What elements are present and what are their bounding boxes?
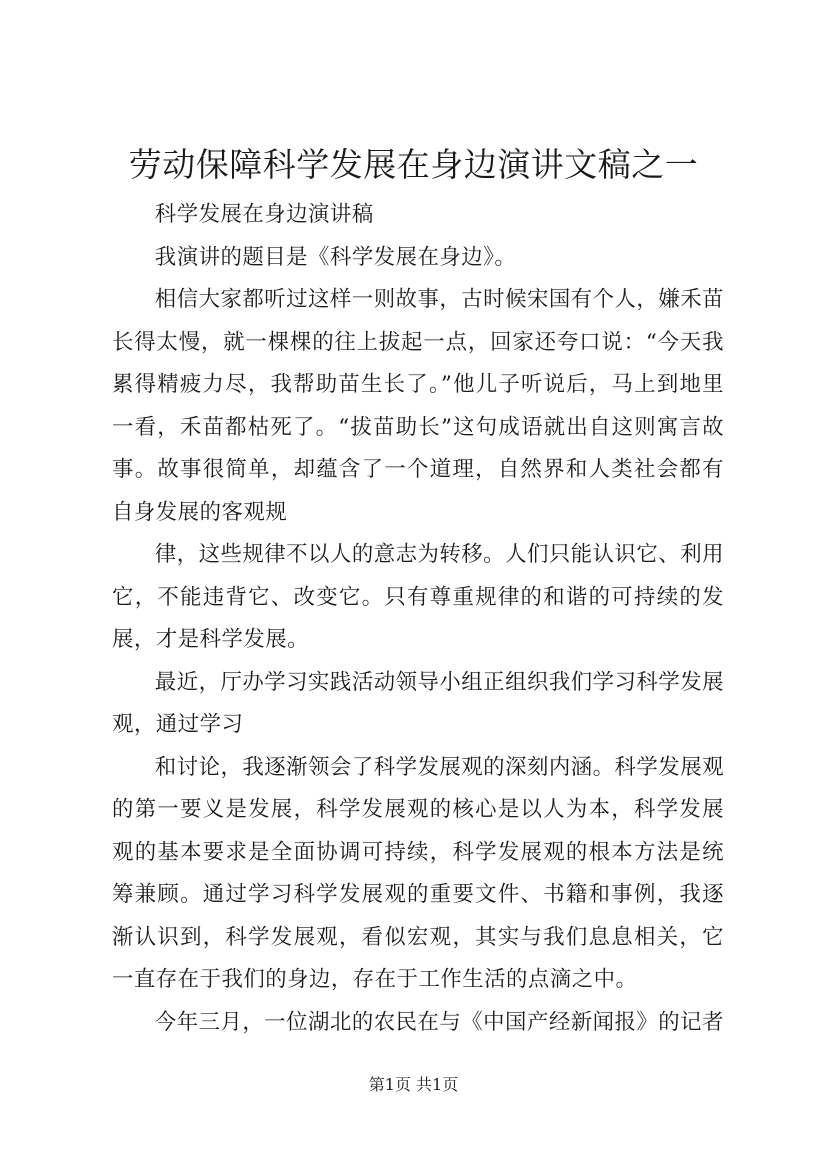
paragraph-discussion: 和讨论，我逐渐领会了科学发展观的深刻内涵。科学发展观的第一要义是发展，科学发展观的核心是以人为本，科学发展观的基本要求是全面协调可持续，科学发展观的根本方法是统筹兼顾。通过学习科学发展观的重要文件、书籍和事例，我逐渐认识到，科学发展观，看似宏观，其实与我们息息相关，它一直存在于我们的身边，存在于工作生活的点滴之中。: [112, 754, 724, 992]
paragraph-subtitle: 科学发展在身边演讲稿: [154, 202, 374, 227]
paragraph-story: 相信大家都听过这样一则故事，古时候宋国有个人，嫌禾苗长得太慢，就一棵棵的往上拔起一点，回家还夸口说：“今天我累得精疲力尽，我帮助苗生长了。”他儿子听说后，马上到地里一看，禾苗都枯死了。“拔苗助长”这句成语就出自这则寓言故事。故事很简单，却蕴含了一个道理，自然界和人类社会都有自身发展的客观规: [112, 287, 724, 525]
document-title: 劳动保障科学发展在身边演讲文稿之一: [128, 145, 699, 184]
paragraph-recent-study: 最近，厅办学习实践活动领导小组正组织我们学习科学发展观，通过学习: [112, 669, 724, 737]
paragraph-law: 律，这些规律不以人的意志为转移。人们只能认识它、利用它，不能违背它、改变它。只有尊重规律的和谐的可持续的发展，才是科学发展。: [112, 542, 724, 652]
paragraph-speech-topic: 我演讲的题目是《科学发展在身边》。: [154, 244, 517, 270]
page-footer: 第1页 共1页: [368, 1075, 459, 1094]
paragraph-march: 今年三月，一位湖北的农民在与《中国产经新闻报》的记者: [154, 1009, 724, 1035]
document-body: [112, 194, 724, 1044]
